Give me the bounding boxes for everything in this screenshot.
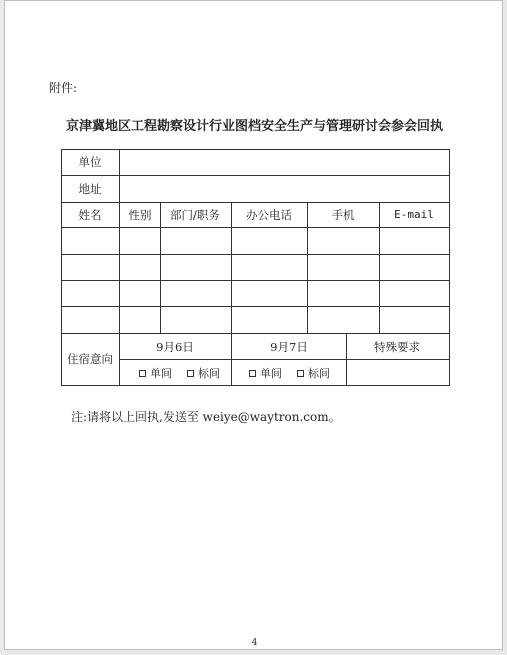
single-room-label: 单间 xyxy=(260,367,282,380)
standard-room-label: 标间 xyxy=(308,367,330,380)
attachment-label: 附件: xyxy=(49,81,78,95)
standard-room-label: 标间 xyxy=(198,367,220,380)
sep7-standard-option[interactable] xyxy=(297,365,330,381)
checkbox-icon[interactable] xyxy=(187,370,194,377)
date-sep-6: 9月6日 xyxy=(156,340,194,354)
checkbox-icon[interactable] xyxy=(297,370,304,377)
form-table-grid xyxy=(5,1,504,651)
header-email: E-mail xyxy=(394,208,434,221)
lodging-label: 住宿意向 xyxy=(67,352,113,366)
checkbox-icon[interactable] xyxy=(249,370,256,377)
header-gender: 性别 xyxy=(128,208,152,222)
header-department: 部门/职务 xyxy=(170,208,220,222)
sep6-single-option[interactable] xyxy=(139,365,172,381)
document-page xyxy=(4,0,503,650)
unit-label: 单位 xyxy=(78,155,102,169)
sep6-standard-option[interactable] xyxy=(187,365,220,381)
sep7-single-option[interactable] xyxy=(249,365,282,381)
checkbox-icon[interactable] xyxy=(139,370,146,377)
header-office-phone: 办公电话 xyxy=(246,208,292,222)
header-name: 姓名 xyxy=(78,208,102,222)
header-mobile: 手机 xyxy=(331,208,355,222)
address-label: 地址 xyxy=(78,182,102,196)
footer-note: 注:请将以上回执,发送至 weiye@waytron.com。 xyxy=(71,410,341,424)
special-requirements-label: 特殊要求 xyxy=(374,340,420,354)
page-title: 京津冀地区工程勘察设计行业图档安全生产与管理研讨会参会回执 xyxy=(65,119,443,134)
single-room-label: 单间 xyxy=(150,367,172,380)
page-number: 4 xyxy=(251,638,258,648)
date-sep-7: 9月7日 xyxy=(270,340,308,354)
